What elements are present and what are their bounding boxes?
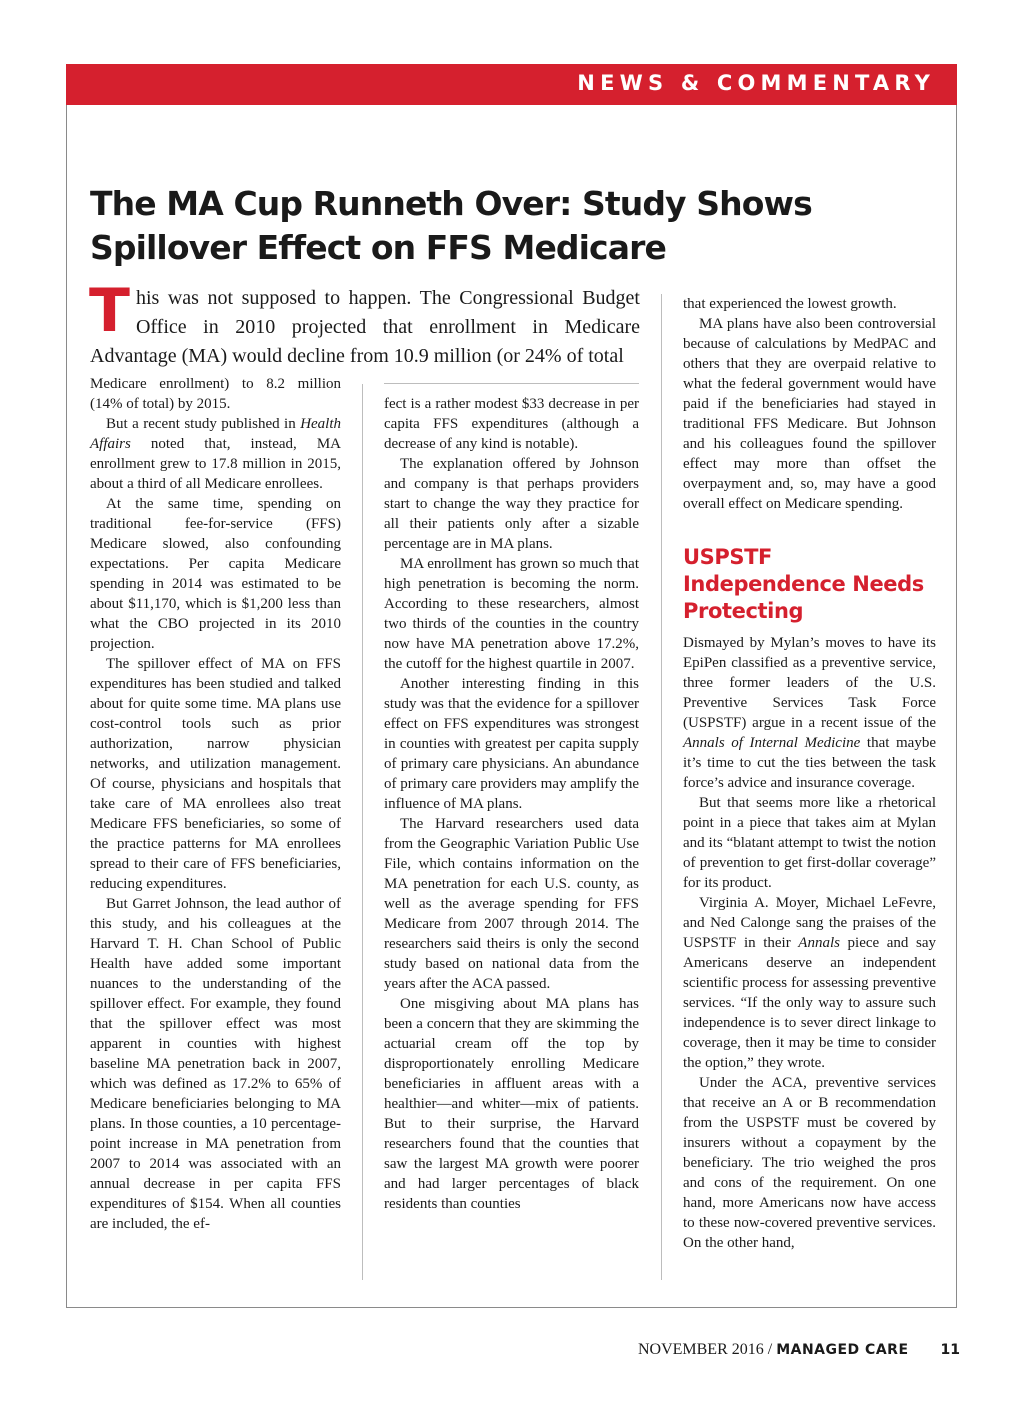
paragraph: But that seems more like a rhetorical point in a piece that takes aim at Mylan and its “blatant attempt to twist the notion of prevention to get first-dollar coverage” for its product. [683, 795, 936, 891]
article-lede [89, 276, 640, 371]
issue-date: NOVEMBER 2016 / [637, 1341, 773, 1358]
page-number: 11 [940, 1342, 960, 1358]
journal-citation: Annals of Internal Medicine [683, 735, 861, 751]
lede-text: his was not supposed to happen. The Congressional Budget Office in 2010 projected that enrollment in Medicare Advantage (MA) would decline from 10.9 million (or 24% of total [90, 287, 640, 367]
paragraph: that experienced the lowest growth. [683, 296, 897, 312]
section-banner [66, 64, 957, 105]
page-footer [638, 1341, 960, 1359]
paragraph: Under the ACA, preventive services that receive an A or B recommendation from the USPSTF must be covered by insurers without a copayment by the beneficiary. The trio weighed the pros and cons of the requirement. On one hand, more Americans now have access to these now-covered preventive services. On the other hand, [683, 1075, 936, 1251]
column-divider-2 [661, 294, 662, 1280]
journal-citation: Annals [798, 935, 840, 951]
column-rule-horizontal [384, 383, 639, 384]
article-column-2 [384, 394, 639, 1214]
paragraph: Another interesting finding in this study was that the evidence for a spillover effect on FFS expenditures was strongest in counties with greatest per capita supply of primary care physicians. An abundance of primary care providers may amplify the influence of MA plans. [384, 676, 639, 812]
section-subhead: USPSTF Independence Needs Protecting [683, 545, 924, 623]
paragraph: Medicare enrollment) to 8.2 million (14% of total) by 2015. [90, 376, 341, 412]
paragraph: The spillover effect of MA on FFS expenditures has been studied and talked about for quite some time. MA plans use cost-control tools such as prior authorization, narrow physician networks, and utilization management. Of course, physicians and hospitals that take care of MA enrollees also treat Medicare FFS beneficiaries, so some of the practice patterns for MA enrollees spread to their care of FFS beneficiaries, reducing expenditures. [90, 656, 341, 892]
article-column-3 [683, 294, 936, 1253]
section-label: NEWS & COMMENTARY [577, 71, 935, 95]
drop-cap: T [89, 276, 130, 346]
paragraph: Virginia A. Moyer, Michael LeFevre, and Ned Calonge sang the praises of the USPSTF in their Annals piece and say Americans deserve an independent scientific process for assessing preventive services. “If the only way to assure such independence is to sever direct linkage to coverage, then it may be time to consider the option,” they wrote. [683, 895, 937, 1071]
article-headline: The MA Cup Runneth Over: Study Shows Spillover Effect on FFS Medicare [90, 184, 812, 267]
column-divider-1 [362, 384, 363, 1280]
paragraph: But a recent study published in Health Affairs noted that, instead, MA enrollment grew to 17.8 million in 2015, about a third of all Medicare enrollees. [90, 416, 342, 492]
paragraph: At the same time, spending on traditional fee-for-service (FFS) Medicare slowed, also confounding expectations. Per capita Medicare spending in 2014 was estimated to be about $11,170, which is $1,200 less than what the CBO projected in its 2010 projection. [90, 496, 341, 652]
paragraph: fect is a rather modest $33 decrease in per capita FFS expenditures (although a decrease of any kind is notable). [384, 396, 639, 452]
paragraph: The Harvard researchers used data from the Geographic Variation Public Use File, which contains information on the MA penetration for each U.S. county, as well as the average spending for FFS Medicare from 2007 through 2014. The researchers said theirs is only the second study based on national data from the years after the ACA passed. [384, 816, 639, 992]
paragraph: But Garret Johnson, the lead author of this study, and his colleagues at the Harvard T. H. Chan School of Public Health have added some important nuances to the understanding of the spillover effect. For example, they found that the spillover effect was most apparent in counties with highest baseline MA penetration back in 2007, which was defined as 17.2% to 65% of Medicare beneficiaries belonging to MA plans. In those counties, a 10 percentage-point increase in MA penetration from 2007 to 2014 was associated with an annual decrease in per capita FFS expenditures of $154. When all counties are included, the ef- [90, 896, 341, 1232]
paragraph: MA plans have also been controversial because of calculations by MedPAC and others that they are overpaid relative to what the federal government would have paid if the beneficiaries had stayed in traditional FFS Medicare. But Johnson and his colleagues found the spillover effect may more than offset the overpayment and, so, may have a good overall effect on Medicare spending. [683, 316, 936, 512]
paragraph: MA enrollment has grown so much that high penetration is becoming the norm. According to these researchers, almost two thirds of the counties in the country now have MA penetration above 17.2%, the cutoff for the highest quartile in 2007. [384, 556, 639, 672]
paragraph: One misgiving about MA plans has been a concern that they are skimming the actuarial cream off the top by disproportionately enrolling Medicare beneficiaries in affluent areas with a healthier—and whiter—mix of patients. But to their surprise, the Harvard researchers found that the counties that saw the largest MA growth were poorer and had larger percentages of black residents than counties [384, 996, 639, 1212]
paragraph: Dismayed by Mylan’s moves to have its EpiPen classified as a preventive service, three former leaders of the U.S. Preventive Services Task Force (USPSTF) argue in a recent issue of the Annals of Internal Medicine that maybe it’s time to cut the ties between the task force’s advice and insurance coverage. [683, 635, 936, 791]
article-column-1 [90, 374, 341, 1234]
journal-name: MANAGED CARE [776, 1342, 909, 1358]
journal-citation: Health Affairs [90, 416, 342, 452]
paragraph: The explanation offered by Johnson and company is that perhaps providers start to change the way they practice for all their patients only after a sizable percentage are in MA plans. [384, 456, 639, 552]
